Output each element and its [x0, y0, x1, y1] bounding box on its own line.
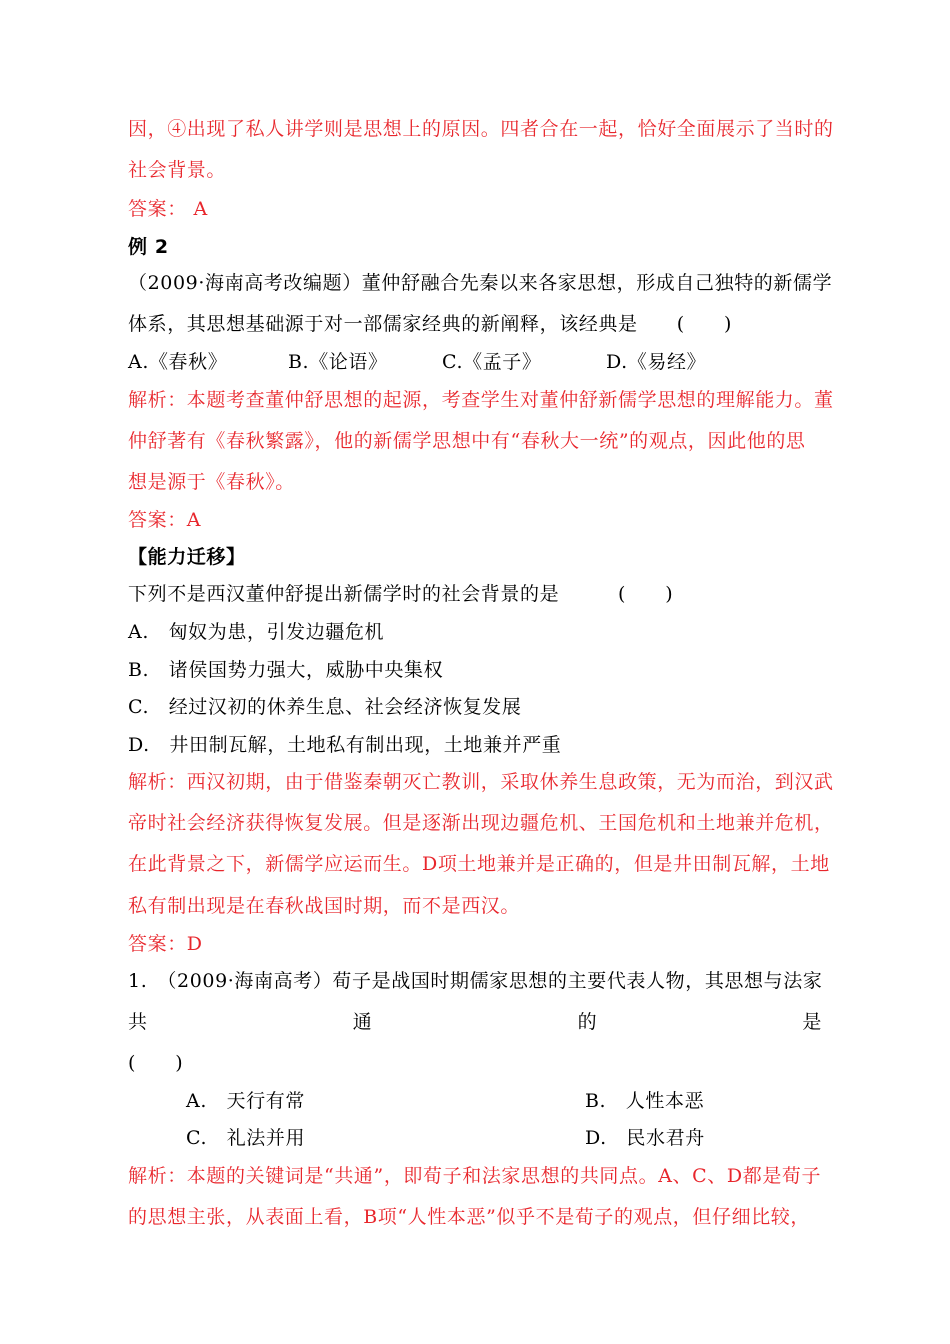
- analysis-line: 私有制出现是在春秋战国时期，而不是西汉。: [128, 895, 521, 917]
- question-line: 1. （2009·海南高考）荀子是战国时期儒家思想的主要代表人物，其思想与法家: [128, 970, 823, 992]
- answer-line: 答案： A: [128, 198, 208, 220]
- word: 的: [577, 1011, 598, 1033]
- word: 通: [352, 1011, 373, 1033]
- analysis-line: 想是源于《春秋》。: [128, 471, 295, 493]
- analysis-line: 因，④出现了私人讲学则是思想上的原因。四者合在一起，恰好全面展示了当时的: [128, 118, 834, 140]
- analysis-line: 解析：西汉初期，由于借鉴秦朝灭亡教训，采取休养生息政策，无为而治，到汉武: [128, 771, 834, 793]
- answer-line: 答案：D: [128, 933, 203, 955]
- option: C. 礼法并用: [186, 1127, 306, 1149]
- option: D.《易经》: [606, 351, 707, 373]
- option: D. 民水君舟: [585, 1127, 705, 1149]
- word: 共: [128, 1011, 148, 1033]
- option: B.《论语》: [288, 351, 388, 373]
- answer-blank: ( ): [128, 1052, 184, 1074]
- analysis-line: 在此背景之下，新儒学应运而生。D项土地兼并是正确的，但是井田制瓦解，土地: [128, 853, 830, 875]
- option: B. 诸侯国势力强大，威胁中央集权: [128, 659, 444, 681]
- question-line-justified: [128, 1009, 822, 1035]
- question-line: 体系，其思想基础源于对一部儒家经典的新阐释，该经典是 ( ): [128, 313, 733, 335]
- option: D. 井田制瓦解，土地私有制出现，土地兼并严重: [128, 734, 562, 756]
- analysis-line: 解析：本题考查董仲舒思想的起源，考查学生对董仲舒新儒学思想的理解能力。董: [128, 389, 834, 411]
- answer-line: 答案：A: [128, 509, 202, 531]
- option: C.《孟子》: [442, 351, 542, 373]
- option: C. 经过汉初的休养生息、社会经济恢复发展: [128, 696, 522, 718]
- analysis-line: 的思想主张，从表面上看，B项“人性本恶”似乎不是荀子的观点，但仔细比较，: [128, 1206, 810, 1228]
- example-title: 例 2: [128, 236, 169, 258]
- option: A.《春秋》: [128, 351, 228, 373]
- option: B. 人性本恶: [585, 1090, 705, 1112]
- option: A. 天行有常: [186, 1090, 305, 1112]
- question-line: 下列不是西汉董仲舒提出新儒学时的社会背景的是 ( ): [128, 583, 674, 605]
- analysis-line: 社会背景。: [128, 159, 227, 181]
- word: 是: [802, 1011, 822, 1033]
- question-line: （2009·海南高考改编题）董仲舒融合先秦以来各家思想，形成自己独特的新儒学: [128, 272, 833, 294]
- analysis-line: 仲舒著有《春秋繁露》，他的新儒学思想中有“春秋大一统”的观点，因此他的思: [128, 430, 806, 452]
- option-row: [128, 349, 706, 375]
- option: A. 匈奴为患，引发边疆危机: [128, 621, 385, 643]
- analysis-line: 帝时社会经济获得恢复发展。但是逐渐出现边疆危机、王国危机和土地兼并危机，: [128, 812, 834, 834]
- analysis-line: 解析：本题的关键词是“共通”，即荀子和法家思想的共同点。A、C、D都是荀子: [128, 1165, 822, 1187]
- section-title: 【能力迁移】: [128, 546, 246, 568]
